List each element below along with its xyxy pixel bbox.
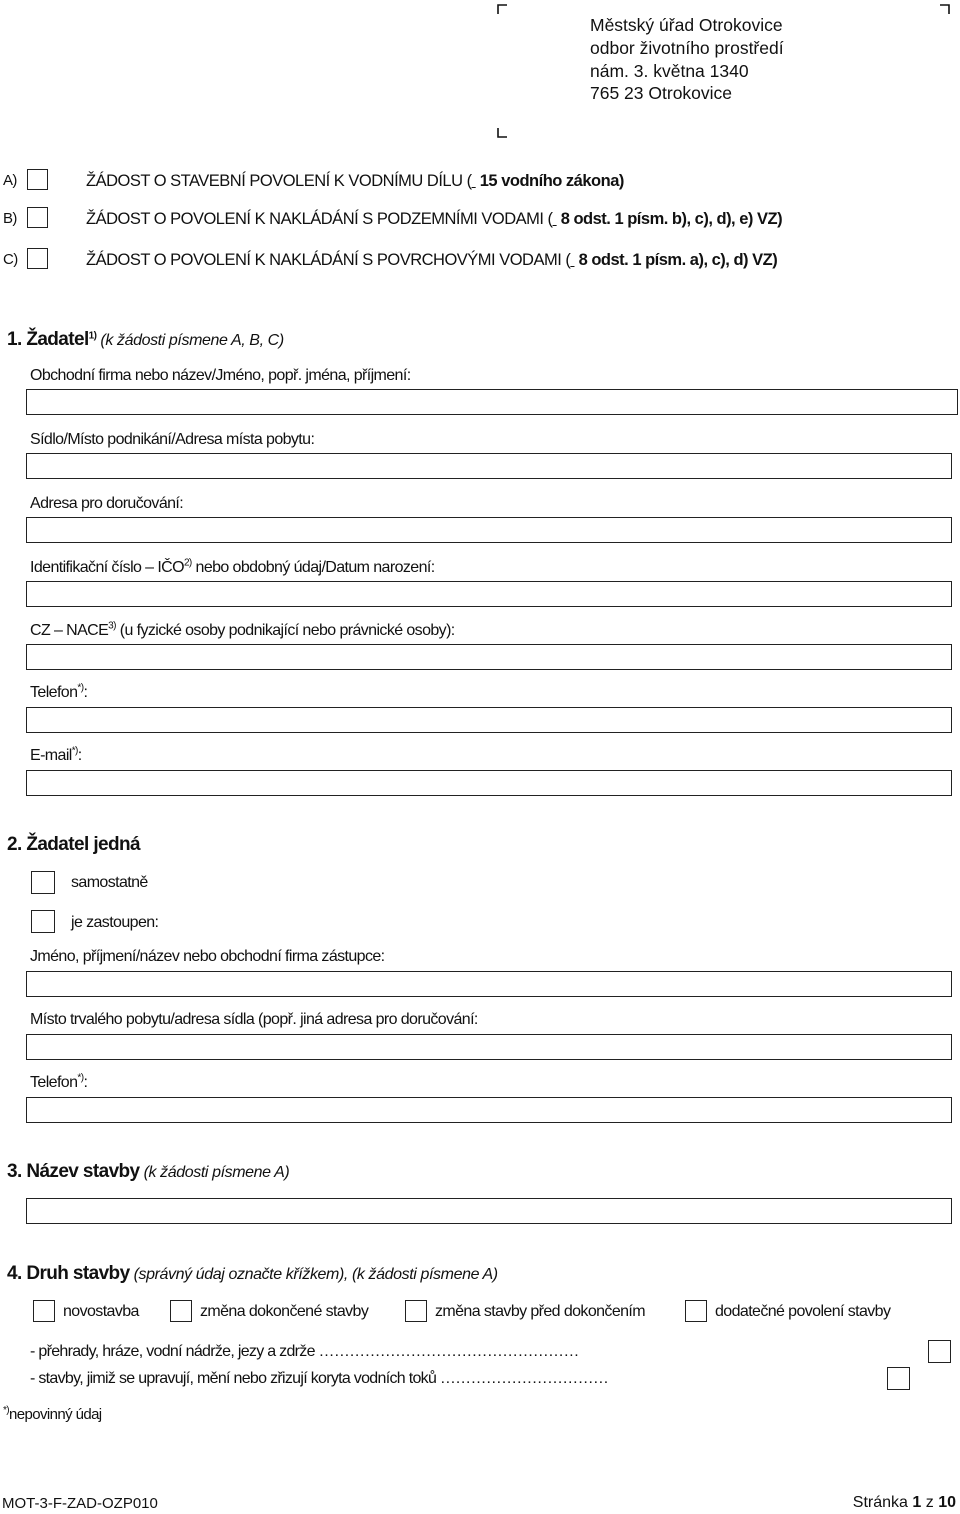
optional-footnote: *)nepovinný údaj: [3, 1405, 102, 1423]
section-3-heading: 3. Název stavby (k žádosti písmene A): [7, 1161, 290, 1182]
window-corner-top-left: [497, 4, 507, 14]
request-a-title: ŽÁDOST O STAVEBNÍ POVOLENÍ K VODNÍMU DÍLU ( 15 vodního zákona): [86, 172, 624, 190]
watercourse-line: - stavby, jimiž se upravují, mění nebo zřizují koryta vodních toků ……………………………: [30, 1370, 609, 1387]
applicant-ico-input[interactable]: [26, 581, 952, 607]
field-label-seat: Sídlo/Místo podnikání/Adresa místa pobytu:: [30, 431, 315, 448]
change-before-completion-label: změna stavby před dokončením: [435, 1303, 645, 1320]
form-code: MOT-3-F-ZAD-OZP010: [2, 1495, 158, 1512]
watercourse-checkbox[interactable]: [887, 1367, 910, 1390]
request-b-title: ŽÁDOST O POVOLENÍ K NAKLÁDÁNÍ S PODZEMNÍMI VODAMI ( 8 odst. 1 písm. b), c), d), e) VZ): [86, 210, 783, 228]
applicant-email-input[interactable]: [26, 770, 952, 796]
applicant-seat-input[interactable]: [26, 453, 952, 479]
new-construction-label: novostavba: [63, 1303, 139, 1320]
additional-permit-checkbox[interactable]: [685, 1300, 707, 1322]
representative-phone-input[interactable]: [26, 1097, 952, 1123]
applicant-phone-input[interactable]: [26, 707, 952, 733]
dams-checkbox[interactable]: [928, 1340, 951, 1363]
request-letter-a: A): [3, 172, 17, 189]
field-label-phone: Telefon*):: [30, 682, 88, 701]
change-before-completion-checkbox[interactable]: [405, 1300, 427, 1322]
request-letter-b: B): [3, 210, 17, 227]
field-label-representative: Jméno, příjmení/název nebo obchodní firma zástupce:: [30, 948, 385, 965]
addressee-line: odbor životního prostředí: [590, 37, 784, 58]
representative-address-input[interactable]: [26, 1034, 952, 1060]
addressee-line: 765 23 Otrokovice: [590, 83, 733, 104]
represented-checkbox[interactable]: [31, 910, 55, 933]
section-4-heading: 4. Druh stavby (správný údaj označte křížkem), (k žádosti písmene A): [7, 1263, 498, 1284]
applicant-name-input[interactable]: [26, 389, 958, 415]
window-corner-top-right: [940, 4, 950, 14]
field-label-ico: Identifikační číslo – IČO$^{2)}$ nebo obdobný údaj/Datum narození:: [30, 557, 435, 576]
applicant-delivery-input[interactable]: [26, 517, 952, 543]
field-label-name: Obchodní firma nebo název/Jméno, popř. jména, příjmení:: [30, 367, 411, 384]
completed-change-checkbox[interactable]: [170, 1300, 192, 1322]
completed-change-label: změna dokončené stavby: [200, 1303, 369, 1320]
field-label-delivery: Adresa pro doručování:: [30, 495, 184, 512]
request-letter-c: C): [3, 251, 18, 268]
independent-checkbox[interactable]: [31, 871, 55, 894]
independent-label: samostatně: [71, 874, 148, 891]
section-2-heading: 2. Žadatel jedná: [7, 834, 140, 855]
additional-permit-label: dodatečné povolení stavby: [715, 1303, 891, 1320]
construction-name-input[interactable]: [26, 1198, 952, 1224]
section-1-heading: 1. Žadatel$^{1)}$ (k žádosti písmene A, B, C): [7, 329, 284, 350]
window-corner-bottom-left: [497, 128, 507, 138]
new-construction-checkbox[interactable]: [33, 1300, 55, 1322]
representative-name-input[interactable]: [26, 971, 952, 997]
field-label-representative-address: Místo trvalého pobytu/adresa sídla (popř. jiná adresa pro doručování:: [30, 1011, 478, 1028]
applicant-nace-input[interactable]: [26, 644, 952, 670]
dams-line: - přehrady, hráze, vodní nádrže, jezy a zdrže ……………………………………………: [30, 1343, 579, 1360]
represented-label: je zastoupen:: [71, 914, 159, 931]
request-a-checkbox[interactable]: [27, 169, 48, 190]
page-number: Stránka 1 z 10: [852, 1494, 956, 1511]
addressee-line: nám. 3. května 1340: [590, 60, 749, 81]
field-label-email: E-mail*):: [30, 745, 82, 764]
addressee-line: Městský úřad Otrokovice: [590, 15, 783, 35]
addressee-block: [590, 14, 784, 105]
field-label-nace: CZ – NACE$^{3)}$ (u fyzické osoby podnikající nebo právnické osoby):: [30, 620, 455, 639]
request-b-checkbox[interactable]: [27, 207, 48, 228]
field-label-representative-phone: Telefon*):: [30, 1072, 88, 1091]
request-c-title: ŽÁDOST O POVOLENÍ K NAKLÁDÁNÍ S POVRCHOVÝMI VODAMI ( 8 odst. 1 písm. a), c), d) VZ): [86, 251, 778, 269]
request-c-checkbox[interactable]: [27, 248, 48, 269]
